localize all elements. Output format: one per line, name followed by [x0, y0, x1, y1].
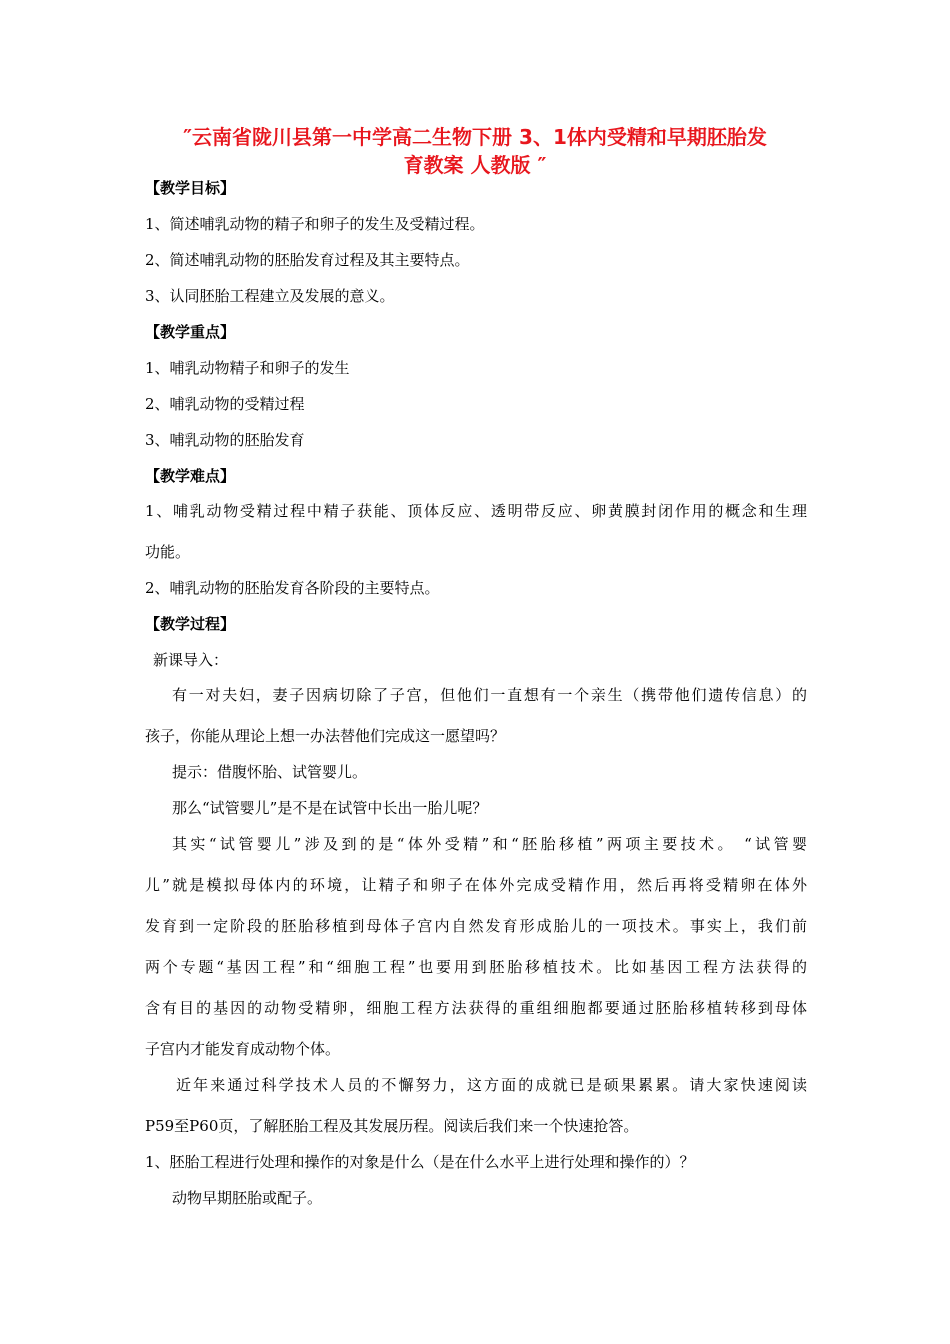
document-title-line-2: 育教案 人教版 ″: [403, 153, 547, 177]
paragraph-2-line-3: 发育到一定阶段的胚胎移植到母体子宫内自然发育形成胎儿的一项技术。事实上，我们前: [145, 917, 807, 935]
difficulty-item-2: 2、哺乳动物的胚胎发育各阶段的主要特点。: [145, 579, 440, 597]
paragraph-2-line-2: 儿”就是模拟母体内的环境，让精子和卵子在体外完成受精作用，然后再将受精卵在体外: [145, 876, 807, 894]
objectives-heading: 【教学目标】: [145, 179, 236, 197]
paragraph-3-line-2: P59至P60页，了解胚胎工程及其发展历程。阅读后我们来一个快速抢答。: [145, 1117, 639, 1135]
paragraph-2-line-1: 其实“试管婴儿”涉及到的是“体外受精”和“胚胎移植”两项主要技术。 “试管婴: [172, 835, 807, 853]
difficulty-item-1-line-1: 1、哺乳动物受精过程中精子获能、顶体反应、透明带反应、卵黄膜封闭作用的概念和生理: [145, 502, 807, 520]
objective-item-2: 2、简述哺乳动物的胚胎发育过程及其主要特点。: [145, 251, 470, 269]
objective-item-1: 1、简述哺乳动物的精子和卵子的发生及受精过程。: [145, 215, 485, 233]
question-1: 1、胚胎工程进行处理和操作的对象是什么（是在什么水平上进行处理和操作的）？: [145, 1153, 695, 1171]
process-heading: 【教学过程】: [145, 615, 236, 633]
intro-label: 新课导入：: [153, 651, 229, 669]
paragraph-1-line-2: 孩子，你能从理论上想一办法替他们完成这一愿望吗？: [145, 727, 506, 745]
difficulties-heading: 【教学难点】: [145, 467, 236, 485]
answer-1: 动物早期胚胎或配子。: [172, 1189, 323, 1207]
paragraph-2-line-6: 子宫内才能发育成动物个体。: [145, 1040, 341, 1058]
key-point-item-2: 2、哺乳动物的受精过程: [145, 395, 305, 413]
key-points-heading: 【教学重点】: [145, 323, 236, 341]
difficulty-item-1-line-2: 功能。: [145, 543, 191, 561]
paragraph-1-line-1: 有一对夫妇，妻子因病切除了子宫，但他们一直想有一个亲生（携带他们遗传信息）的: [172, 686, 807, 704]
document-title-line-1: ″云南省陇川县第一中学高二生物下册 3、1体内受精和早期胚胎发: [183, 125, 767, 149]
objective-item-3: 3、认同胚胎工程建立及发展的意义。: [145, 287, 395, 305]
paragraph-2-line-4: 两个专题“基因工程”和“细胞工程”也要用到胚胎移植技术。比如基因工程方法获得的: [145, 958, 807, 976]
paragraph-2-line-5: 含有目的基因的动物受精卵，细胞工程方法获得的重组细胞都要通过胚胎移植转移到母体: [145, 999, 807, 1017]
question-text: 那么“试管婴儿”是不是在试管中长出一胎儿呢？: [172, 799, 488, 817]
paragraph-3-line-1: 近年来通过科学技术人员的不懈努力，这方面的成就已是硕果累累。请大家快速阅读: [176, 1076, 807, 1094]
key-point-item-3: 3、哺乳动物的胚胎发育: [145, 431, 305, 449]
hint-text: 提示：借腹怀胎、试管婴儿。: [172, 763, 368, 781]
key-point-item-1: 1、哺乳动物精子和卵子的发生: [145, 359, 350, 377]
